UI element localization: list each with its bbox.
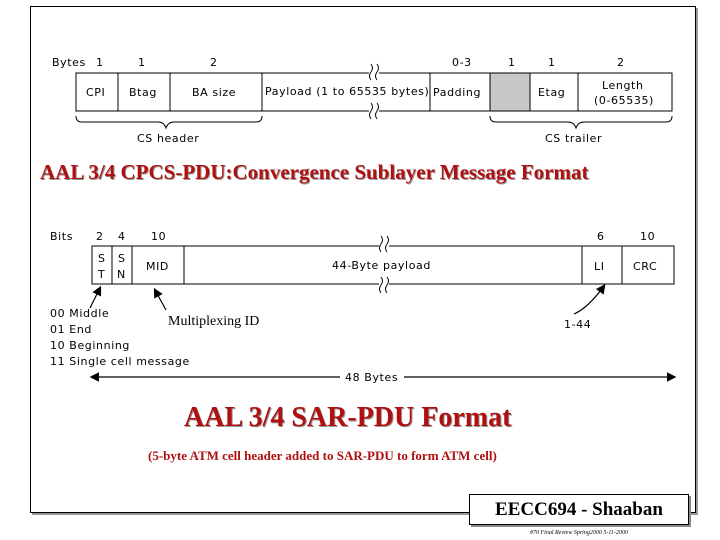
st-value-beginning: 10 Beginning [50, 339, 130, 352]
cpcs-alignment-box [490, 73, 530, 111]
st-arrow [90, 288, 100, 308]
cpcs-size-btag: 1 [138, 56, 146, 69]
st-value-end: 01 End [50, 323, 92, 336]
cs-trailer-brace [490, 116, 672, 128]
mid-arrow [155, 290, 166, 310]
cpcs-title: AAL 3/4 CPCS-PDU:Convergence Sublayer Message Format [40, 160, 589, 184]
cpcs-size-etag: 1 [548, 56, 556, 69]
cpcs-size-padding: 0-3 [452, 56, 472, 69]
sar-field-mid: MID [146, 260, 170, 273]
sar-size-crc: 10 [640, 230, 656, 243]
footer-note: #70 Final Review Spring2000 5-11-2000 [530, 530, 628, 536]
sar-size-li: 6 [597, 230, 605, 243]
st-value-middle: 00 Middle [50, 307, 110, 320]
sar-field-st-bottom: T [98, 268, 106, 281]
cpcs-size-length: 2 [617, 56, 625, 69]
sar-size-mid: 10 [151, 230, 167, 243]
sar-field-sn-top: S [118, 252, 126, 265]
cpcs-size-cpi: 1 [96, 56, 104, 69]
cpcs-units-label: Bytes [52, 56, 86, 69]
cpcs-brace-labels [137, 132, 602, 145]
sar-title: AAL 3/4 SAR-PDU Format [184, 402, 512, 433]
li-annotation: 1-44 [564, 318, 592, 331]
cpcs-field-basize: BA size [192, 86, 237, 99]
cs-header-label: CS header [137, 132, 200, 145]
st-value-single: 11 Single cell message [50, 355, 190, 368]
sar-size-st: 2 [96, 230, 104, 243]
cpcs-field-length-range: (0-65535) [594, 94, 654, 107]
li-arrow [574, 286, 604, 314]
cpcs-size-gap: 1 [508, 56, 516, 69]
cpcs-field-padding: Padding [433, 86, 482, 99]
sar-field-st-top: S [98, 252, 106, 265]
sar-annotation-arrows [90, 286, 604, 314]
course-footer [469, 494, 689, 525]
sar-field-sn-bottom: N [117, 268, 126, 281]
cpcs-field-cpi: CPI [86, 86, 106, 99]
sar-field-crc: CRC [633, 260, 658, 273]
cpcs-field-btag: Btag [129, 86, 157, 99]
mid-annotation: Multiplexing ID [168, 314, 260, 329]
sar-field-payload: 44-Byte payload [332, 259, 431, 272]
cs-header-brace [76, 116, 262, 128]
cpcs-size-row [52, 56, 625, 69]
cpcs-size-basize: 2 [210, 56, 218, 69]
sar-units-label: Bits [50, 230, 74, 243]
course-label: EECC694 - Shaaban [495, 498, 663, 520]
cpcs-field-length: Length [602, 79, 644, 92]
sar-size-sn: 4 [118, 230, 126, 243]
sar-size-row [50, 230, 655, 243]
cpcs-field-payload: Payload (1 to 65535 bytes) [265, 85, 430, 98]
sar-field-li: LI [594, 260, 605, 273]
sar-subtitle: (5-byte ATM cell header added to SAR-PDU to form ATM cell) [148, 448, 497, 463]
cs-trailer-label: CS trailer [545, 132, 603, 145]
cpcs-field-etag: Etag [538, 86, 566, 99]
sar-total-label: 48 Bytes [345, 371, 399, 384]
